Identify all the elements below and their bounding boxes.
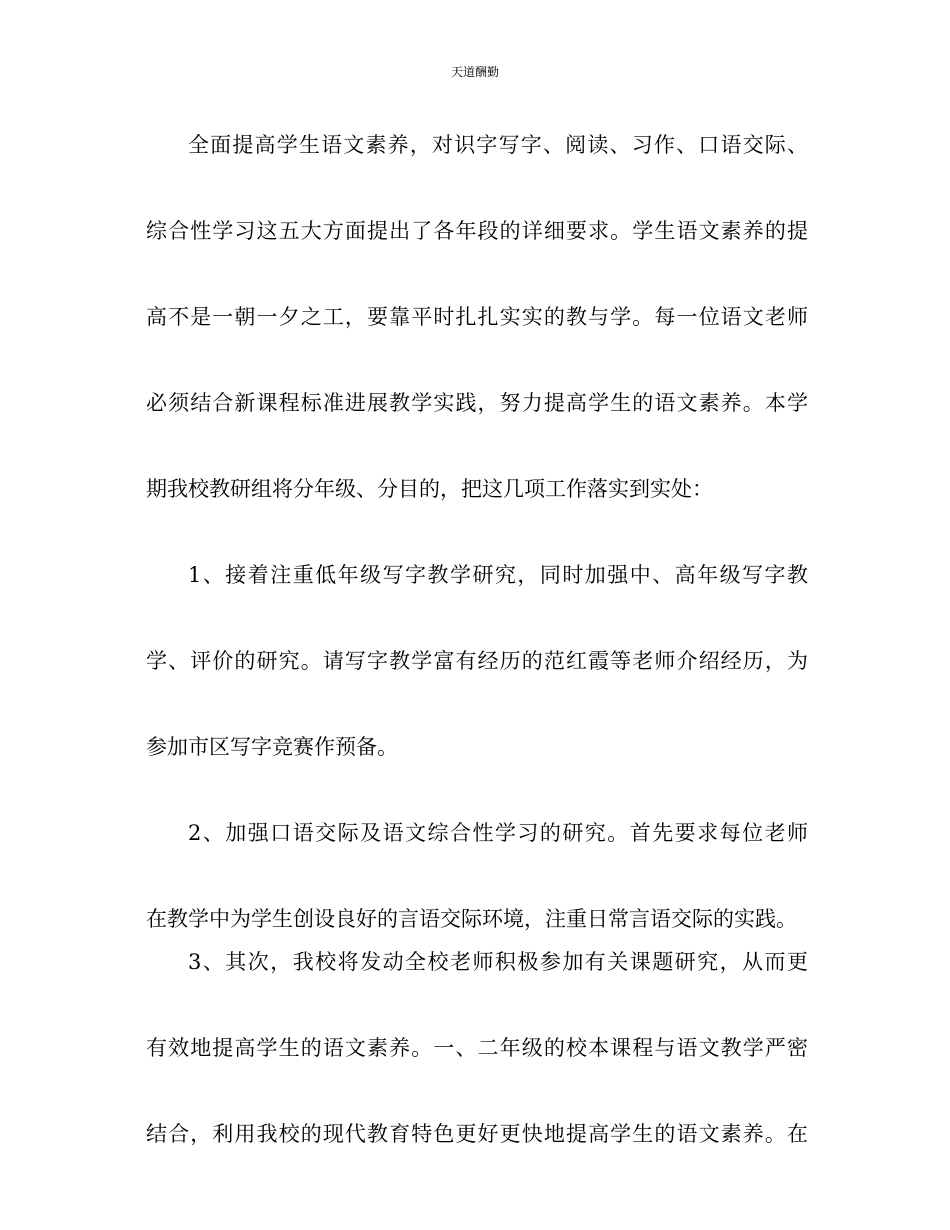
paragraph-line: 结合，利用我校的现代教育特色更好更快地提高学生的语文素养。在	[146, 1122, 808, 1146]
document-body	[146, 124, 808, 1156]
paragraph-line: 必须结合新课程标准进展教学实践，努力提高学生的语文素养。本学	[146, 391, 808, 415]
paragraph-line: 在教学中为学生创设良好的言语交际环境，注重日常言语交际的实践。	[146, 907, 797, 931]
paragraph-line: 期我校教研组将分年级、分目的，把这几项工作落实到实处：	[146, 477, 713, 501]
paragraph-line: 参加市区写字竞赛作预备。	[146, 735, 398, 759]
paragraph-line: 全面提高学生语文素养，对识字写字、阅读、习作、口语交际、	[188, 133, 808, 157]
paragraph-line: 综合性学习这五大方面提出了各年段的详细要求。学生语文素养的提	[146, 219, 808, 243]
paragraph-line: 高不是一朝一夕之工，要靠平时扎扎实实的教与学。每一位语文老师	[146, 305, 808, 329]
paragraph-line: 3、其次，我校将发动全校老师积极参加有关课题研究，从而更	[188, 950, 808, 974]
paragraph-line: 有效地提高学生的语文素养。一、二年级的校本课程与语文教学严密	[146, 1036, 808, 1060]
page-header: 天道酬勤	[450, 65, 499, 79]
paragraph-line: 1、接着注重低年级写字教学研究，同时加强中、高年级写字教	[188, 563, 808, 587]
paragraph-line: 学、评价的研究。请写字教学富有经历的范红霞等老师介绍经历，为	[146, 649, 808, 673]
paragraph-line: 2、加强口语交际及语文综合性学习的研究。首先要求每位老师	[188, 821, 808, 845]
